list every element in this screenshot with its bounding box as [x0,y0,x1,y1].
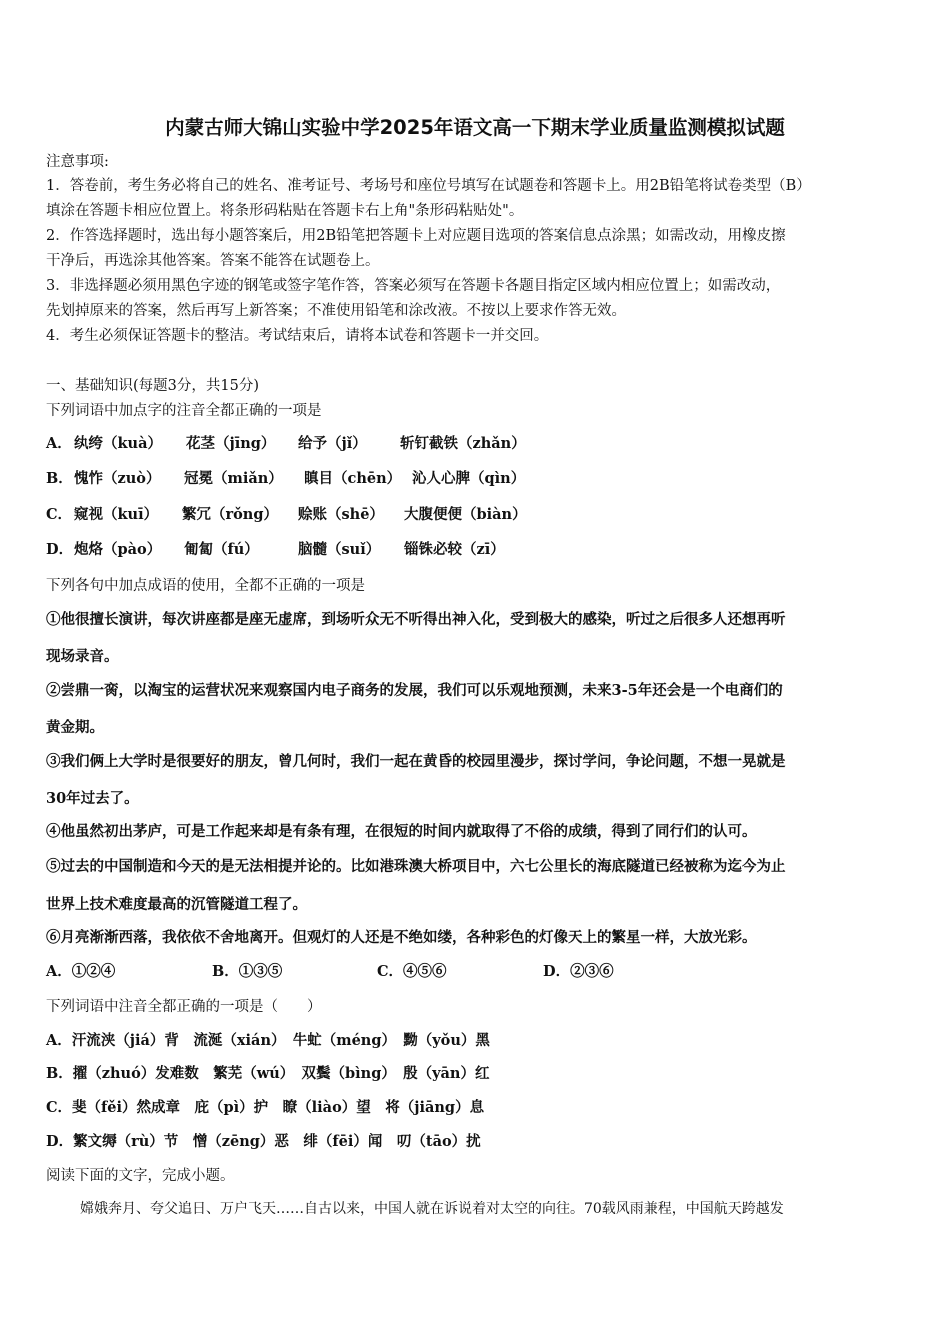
notice-line: 干净后，再选涂其他答案。答案不能答在试题卷上。 [46,253,380,269]
sentence-line: 现场录音。 [46,648,119,665]
notice-line: 1．答卷前，考生务必将自己的姓名、准考证号、考场号和座位号填写在试题卷和答题卡上。用2B铅笔将试卷类型（B） [46,178,811,194]
option-a: A．①②④ [46,963,116,980]
page-title: 内蒙古师大锦山实验中学2025年语文高一下期末学业质量监测模拟试题 [165,116,785,139]
option-b: B．①③⑤ [212,963,283,980]
notice-line: 2．作答选择题时，选出每小题答案后，用2B铅笔把答题卡上对应题目选项的答案信息点涂黑；如需改动，用橡皮擦 [46,228,786,244]
sentence-line: 30年过去了。 [46,790,139,807]
notice-line: 先划掉原来的答案，然后再写上新答案；不准使用铅笔和涂改液。不按以上要求作答无效。 [46,303,626,319]
sentence-line: 世界上技术难度最高的沉管隧道工程了。 [46,896,307,913]
option-label: A． [46,435,72,452]
sentence-line: ④他虽然初出茅庐，可是工作起来却是有条有理，在很短的时间内就取得了不俗的成绩，得到了同行们的认可。 [46,823,757,840]
option-d: D．②③⑥ [543,963,614,980]
sentence-line: ①他很擅长演讲，每次讲座都是座无虚席，到场听众无不听得出神入化，受到极大的感染，听过之后很多人还想再听 [46,611,786,628]
reading-paragraph: 嫦娥奔月、夸父追日、万户飞天……自古以来，中国人就在诉说着对太空的向往。70载风雨兼程，中国航天跨越发 [80,1201,784,1217]
option-label: C． [46,506,73,523]
option-item: 给予（jǐ） [298,435,367,452]
option-item: 愧怍（zuò） [74,470,161,487]
question-stem: 下列词语中加点字的注音全都正确的一项是 [46,403,322,419]
notice-line: 3．非选择题必须用黑色字迹的钢笔或签字笔作答，答案必须写在答题卡各题目指定区域内相应位置上；如需改动， [46,278,781,294]
option-label: D． [46,541,74,558]
option-item: 繁冗（rǒng） [182,506,278,523]
sentence-line: ③我们俩上大学时是很要好的朋友，曾几何时，我们一起在黄昏的校园里漫步，探讨学问，争论问题，不想一晃就是 [46,753,786,770]
option-item: 纨绔（kuà） [74,435,162,452]
notice-line: 填涂在答题卡相应位置上。将条形码粘贴在答题卡右上角"条形码粘贴处"。 [46,203,524,219]
option-item: 大腹便便（biàn） [404,506,527,523]
option-item: 匍匐（fú） [184,541,259,558]
sentence-line: 黄金期。 [46,719,104,736]
option-item: 斩钉截铁（zhǎn） [400,435,526,452]
sentence-line: ⑥月亮渐渐西落，我依依不舍地离开。但观灯的人还是不绝如缕，各种彩色的灯像天上的繁星一样，大放光彩。 [46,929,757,946]
q3-option-b: B．擢（zhuó）发难数 繁芜（wú） 双鬓（bìng） 殷（yān）红 [46,1065,490,1082]
sentence-line: ②尝鼎一脔，以淘宝的运营状况来观察国内电子商务的发展，我们可以乐观地预测，未来3-5年还会是一个电商们的 [46,682,783,699]
q3-option-c: C．斐（fěi）然成章 庇（pì）护 瞭（liào）望 将（jiāng）息 [46,1099,485,1116]
option-item: 花茎（jīng） [186,435,276,452]
option-c: C．④⑤⑥ [377,963,447,980]
section-heading: 一、基础知识(每题3分，共15分) [46,378,259,394]
question-stem: 下列各句中加点成语的使用，全都不正确的一项是 [46,578,365,594]
option-item: 脑髓（suǐ） [298,541,381,558]
option-item: 沁人心脾（qìn） [412,470,526,487]
option-item: 赊账（shē） [298,506,384,523]
question-stem: 下列词语中注音全都正确的一项是（ ） [46,999,322,1015]
option-item: 窥视（kuī） [74,506,159,523]
option-item: 冠冕（miǎn） [184,470,283,487]
option-item: 锱铢必较（zī） [404,541,505,558]
reading-intro: 阅读下面的文字，完成小题。 [46,1168,235,1184]
option-label: B． [46,470,73,487]
notice-line: 4．考生必须保证答题卡的整洁。考试结束后，请将本试卷和答题卡一并交回。 [46,328,549,344]
q3-option-d: D．繁文缛（rù）节 憎（zēng）恶 绯（fēi）闻 叨（tāo）扰 [46,1133,481,1150]
q3-option-a: A．汗流浃（jiá）背 流涎（xián） 牛虻（méng） 黝（yǒu）黑 [46,1032,490,1049]
option-item: 瞋目（chēn） [304,470,402,487]
option-item: 炮烙（pào） [74,541,162,558]
notice-heading: 注意事项: [46,154,109,170]
sentence-line: ⑤过去的中国制造和今天的是无法相提并论的。比如港珠澳大桥项目中，六七公里长的海底隧道已经被称为迄今为止 [46,858,786,875]
